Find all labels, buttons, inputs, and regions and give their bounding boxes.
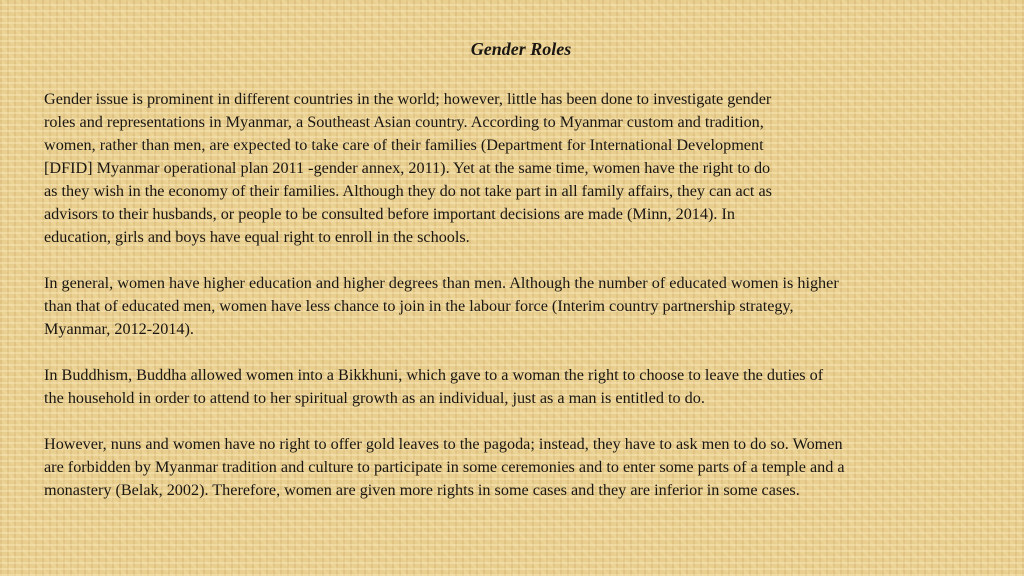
text-line: monastery (Belak, 2002). Therefore, women are given more rights in some cases and they are inferior in some cases.	[44, 481, 800, 499]
slide-title: Gender Roles	[470, 39, 572, 59]
text-line: than that of educated men, women have less chance to join in the labour force (Interim country partnership strategy,	[44, 297, 794, 315]
slide-body	[44, 88, 1004, 525]
paragraph-education	[44, 272, 1004, 341]
text-line: roles and representations in Myanmar, a Southeast Asian country. According to Myanmar custom and tradition,	[44, 113, 764, 131]
paragraph-restrictions	[44, 433, 1004, 502]
text-line: [DFID] Myanmar operational plan 2011 -gender annex, 2011). Yet at the same time, women have the right to do	[44, 159, 771, 177]
text-line: In general, women have higher education and higher degrees than men. Although the number of educated women is higher	[44, 274, 839, 292]
text-line: women, rather than men, are expected to take care of their families (Department for International Development	[44, 136, 764, 154]
text-line: education, girls and boys have equal right to enroll in the schools.	[44, 228, 470, 246]
text-line: are forbidden by Myanmar tradition and culture to participate in some ceremonies and to enter some parts of a temple and a	[44, 458, 845, 476]
paragraph-buddhism	[44, 364, 1004, 410]
text-line: the household in order to attend to her spiritual growth as an individual, just as a man is entitled to do.	[44, 389, 705, 407]
text-line: advisors to their husbands, or people to be consulted before important decisions are made (Minn, 2014). In	[44, 205, 735, 223]
text-line: In Buddhism, Buddha allowed women into a Bikkhuni, which gave to a woman the right to choose to leave the duties of	[44, 366, 824, 384]
text-line: as they wish in the economy of their families. Although they do not take part in all family affairs, they can act as	[44, 182, 772, 200]
paragraph-gender-issue	[44, 88, 1004, 249]
text-line: Myanmar, 2012-2014).	[44, 320, 194, 338]
text-line: However, nuns and women have no right to offer gold leaves to the pagoda; instead, they have to ask men to do so. Women	[44, 435, 843, 453]
text-line: Gender issue is prominent in different countries in the world; however, little has been done to investigate gender	[44, 90, 772, 108]
